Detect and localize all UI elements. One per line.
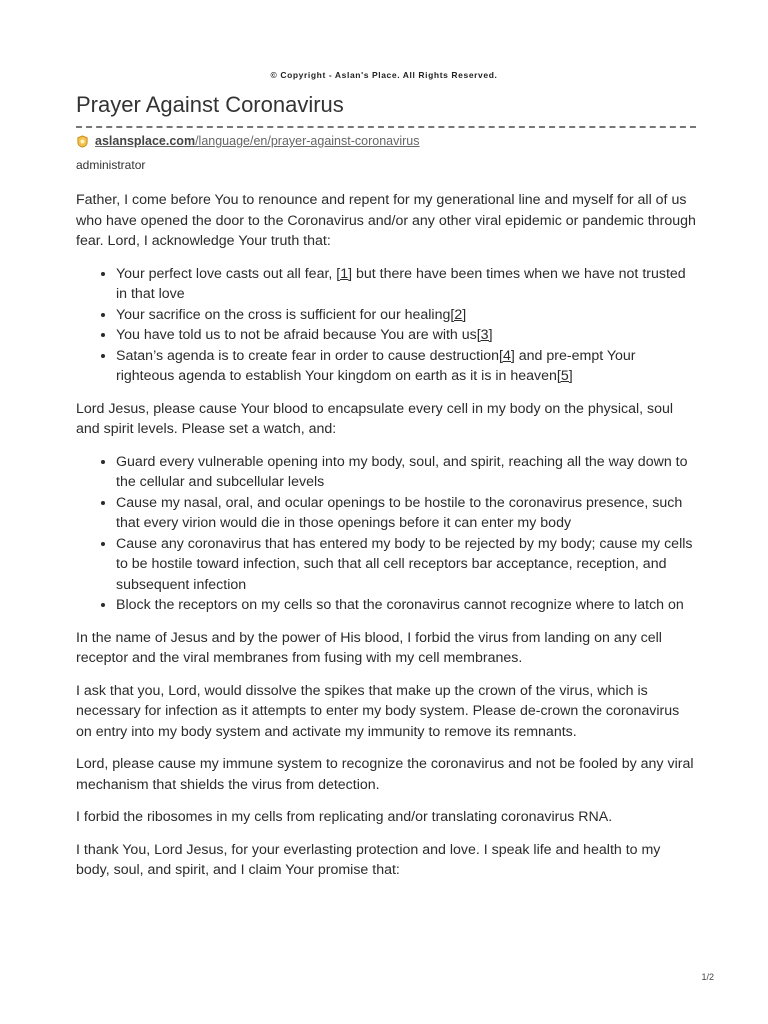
- paragraph: I ask that you, Lord, would dissolve the spikes that make up the crown of the virus, which is necessary for infection as it attempts to enter my body system. Please de-crown the coronavirus on entry into my body system and activate my immunity to remove its remnants.: [76, 682, 680, 740]
- paragraph: Lord, please cause my immune system to recognize the coronavirus and not be fooled by any viral mechanism that shields the virus from detection.: [76, 756, 694, 793]
- lion-logo-icon: [76, 135, 89, 148]
- footnote-link[interactable]: [1]: [336, 265, 353, 282]
- author-name: administrator: [76, 158, 146, 172]
- list-item: • You have told us to not be afraid because You are with us[3]: [116, 325, 696, 346]
- paragraph: I forbid the ribosomes in my cells from replicating and/or translating coronavirus RNA.: [76, 809, 613, 825]
- list-item: • Block the receptors on my cells so that the coronavirus cannot recognize where to latch on: [116, 595, 696, 616]
- copyright-notice: © Copyright - Aslan's Place. All Rights Reserved.: [270, 70, 498, 80]
- list-item: • Cause any coronavirus that has entered my body to be rejected by my body; cause my cells to be hostile toward infection, such that all cell receptors bar acceptance, reception, and subsequent infection: [116, 534, 696, 596]
- document-page: [76, 88, 696, 881]
- list-item: • Your sacrifice on the cross is sufficient for our healing[2]: [116, 305, 696, 326]
- truth-list: [76, 264, 696, 387]
- source-url-row: [76, 134, 696, 148]
- footnote-link[interactable]: [4]: [499, 347, 515, 364]
- list-item: • Your perfect love casts out all fear, [1] but there have been times when we have not trusted in that love: [116, 264, 696, 305]
- list-item: • Cause my nasal, oral, and ocular openings to be hostile to the coronavirus presence, such that every virion would die in those openings before it can enter my body: [116, 493, 696, 534]
- paragraph: In the name of Jesus and by the power of His blood, I forbid the virus from landing on any cell receptor and the viral membranes from fusing with my cell membranes.: [76, 629, 662, 666]
- list-item: • Satan’s agenda is to create fear in order to cause destruction[4] and pre-empt Your righteous agenda to establish Your kingdom on earth as it is in heaven[5]: [116, 346, 696, 387]
- footnote-link[interactable]: [5]: [556, 368, 573, 384]
- page-title: Prayer Against Coronavirus: [76, 88, 696, 128]
- paragraph: Lord Jesus, please cause Your blood to encapsulate every cell in my body on the physical, soul and spirit levels. Please set a watch, and:: [76, 400, 674, 437]
- intro-paragraph: Father, I come before You to renounce and repent for my generational line and myself for all of us who have opened the door to the Coronavirus and/or any other viral epidemic or pandemic through fear. Lord, I acknowledge Your truth that:: [76, 192, 696, 249]
- footnote-link[interactable]: [2]: [450, 306, 467, 323]
- source-link[interactable]: aslansplace.com/language/en/prayer-against-coronavirus: [95, 134, 420, 148]
- paragraph: I thank You, Lord Jesus, for your everlasting protection and love. I speak life and health to my body, soul, and spirit, and I claim Your promise that:: [76, 841, 661, 878]
- prayer-body: [76, 190, 696, 881]
- list-item: • Guard every vulnerable opening into my body, soul, and spirit, reaching all the way down to the cellular and subcellular levels: [116, 452, 696, 493]
- watch-list: [76, 452, 696, 616]
- page-number: 1/2: [701, 972, 714, 982]
- footnote-link[interactable]: [3]: [476, 327, 493, 343]
